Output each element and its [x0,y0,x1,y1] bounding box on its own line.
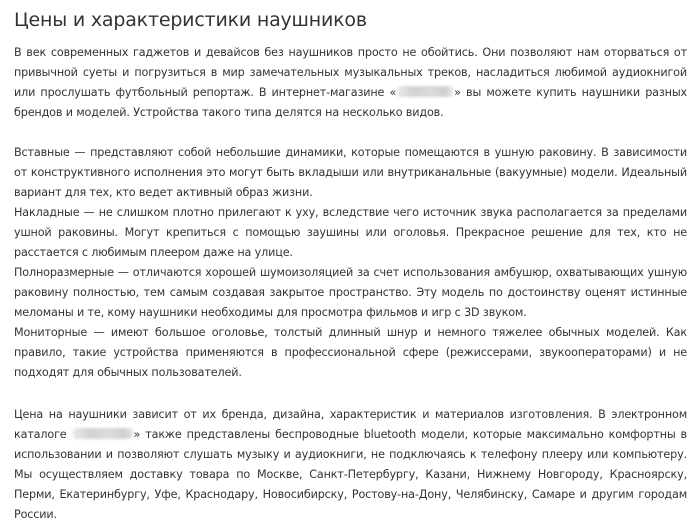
redacted-store-name [397,86,453,97]
type-over-ear: Полноразмерные — отличаются хорошей шумоизоляцией за счет использования амбушюр, охватывающих ушную раковину полностью, тем самым создавая закрытое пространство. Эту модель по достоинству оценят истинные меломаны и те, кому наушники необходимы для просмотра фильмов и игр с 3D звуком. [14,266,687,319]
page-title: Цены и характеристики наушников [14,9,367,31]
redacted-catalog-name [73,428,133,439]
prices-text-before: Цена на наушники зависит от их бренда, дизайна, характеристик и материалов изготовления. В электронном каталоге [14,408,687,441]
intro-text-after: » вы можете купить наушники разных брендов и моделей. Устройства такого типа делятся на несколько видов. [14,86,687,119]
headphone-types [14,143,687,383]
intro-paragraph [14,43,687,123]
intro-text-before: В век современных гаджетов и девайсов без наушников просто не обойтись. Они позволяют нам оторваться от привычной суеты и погрузиться в мир замечательных музыкальных треков, насладиться любимой аудиокнигой или прослушать футбольный репортаж. В интернет-магазине « [14,46,687,99]
type-in-ear: Вставные — представляют собой небольшие динамики, которые помещаются в ушную раковину. В зависимости от конструктивного исполнения это могут быть вкладыши или внутриканальные (вакуумные) модели. Идеальный вариант для тех, кто ведет активный образ жизни. [14,146,687,199]
type-on-ear: Накладные — не слишком плотно прилегают к уху, вследствие чего источник звука располагается за пределами ушной раковины. Могут крепиться с помощью заушины или оголовья. Прекрасное решение для тех, кто не расстается с любимым плеером даже на улице. [14,206,687,259]
prices-paragraph [14,405,687,525]
prices-text-after: » также представлены беспроводные bluetooth модели, которые максимально комфортны в использовании и позволяют слушать музыку и аудиокниги, не подключаясь к телефону плееру или компьютеру. Мы осуществляем доставку товара по Москве, Санкт-Петербургу, Казани, Нижнему Новгороду, Красноярску, Перми, Екатеринбургу, Уфе, Краснодару, Новосибирску, Ростову-на-Дону, Челябинску, Самаре и другим городам России. [14,428,687,521]
type-monitor: Мониторные — имеют большое оголовье, толстый длинный шнур и немного тяжелее обычных моделей. Как правило, такие устройства применяются в профессиональной сфере (режиссерами, звукооператорами) и не подходят для обычных пользователей. [14,326,687,379]
